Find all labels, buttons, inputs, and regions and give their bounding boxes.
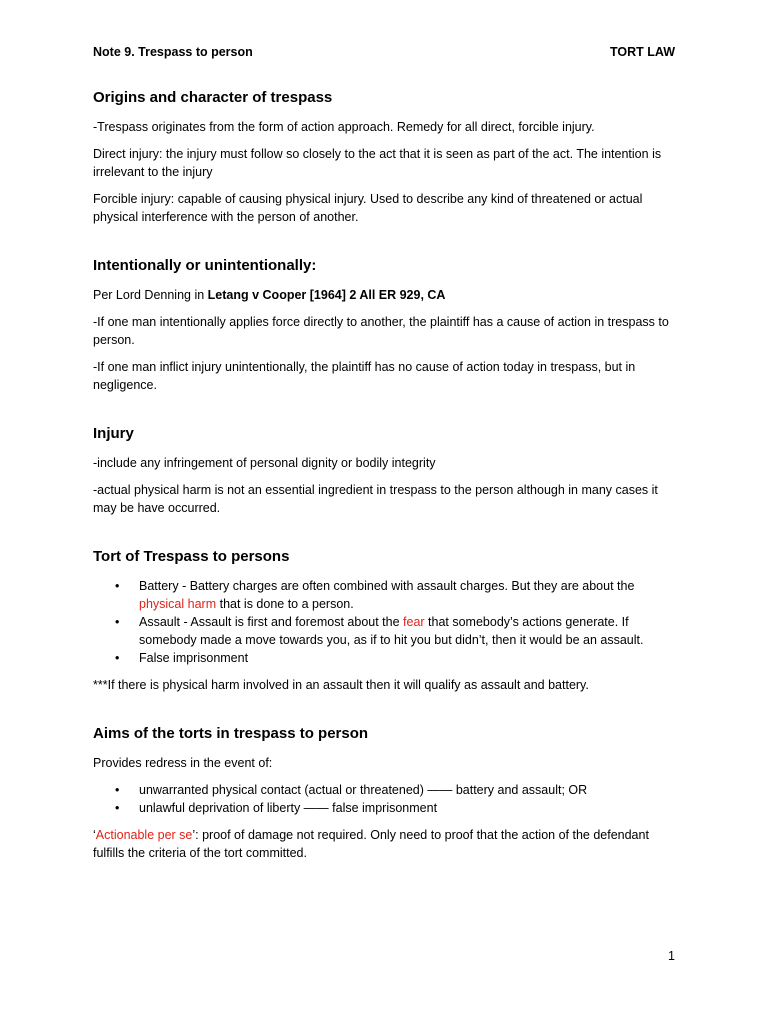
list-item-battery bbox=[139, 577, 678, 613]
text: ’: proof of damage not required. Only need to proof that the action of the defendant fulfills the criteria of the tort committed. bbox=[93, 828, 649, 860]
section-heading: Injury bbox=[93, 425, 134, 442]
section-tort-types bbox=[93, 547, 678, 694]
bullet-list bbox=[93, 577, 678, 667]
paragraph: -Trespass originates from the form of action approach. Remedy for all direct, forcible injury. bbox=[93, 120, 595, 134]
paragraph: Forcible injury: capable of causing physical injury. Used to describe any kind of threatened or actual physical interference with the person of another. bbox=[93, 192, 643, 224]
highlighted-text: Actionable per se bbox=[95, 828, 193, 842]
section-injury bbox=[93, 424, 678, 517]
text: ‘ bbox=[93, 828, 96, 842]
list-item: • unwarranted physical contact (actual or threatened) —— battery and assault; OR bbox=[139, 781, 678, 799]
section-heading: Aims of the torts in trespass to person bbox=[93, 725, 369, 742]
page-number: 1 bbox=[668, 949, 675, 963]
section-origins bbox=[93, 88, 678, 226]
paragraph-note: ***If there is physical harm involved in an assault then it will qualify as assault and battery. bbox=[93, 678, 589, 692]
paragraph: -include any infringement of personal dignity or bodily integrity bbox=[93, 456, 436, 470]
list-item-assault bbox=[139, 613, 678, 649]
text: Battery - Battery charges are often combined with assault charges. But they are about the bbox=[139, 579, 635, 593]
section-heading: Origins and character of trespass bbox=[93, 89, 333, 106]
section-heading: Intentionally or unintentionally: bbox=[93, 257, 317, 274]
paragraph: -If one man inflict injury unintentionally, the plaintiff has no cause of action today in trespass, but in negligence. bbox=[93, 360, 636, 392]
paragraph-actionable bbox=[93, 826, 678, 862]
text: Assault - Assault is first and foremost about the bbox=[139, 615, 404, 629]
page-header bbox=[93, 43, 675, 61]
paragraph: Provides redress in the event of: bbox=[93, 756, 273, 770]
section-aims bbox=[93, 724, 678, 862]
text: that somebody’s actions generate. If somebody made a move towards you, as if to hit you but didn’t, then it would be an assault. bbox=[139, 615, 644, 647]
paragraph: -If one man intentionally applies force directly to another, the plaintiff has a cause of action in trespass to person. bbox=[93, 315, 669, 347]
paragraph: -actual physical harm is not an essential ingredient in trespass to the person although in many cases it may be have occurred. bbox=[93, 483, 658, 515]
bullet-list bbox=[93, 781, 678, 817]
text: Per Lord Denning in bbox=[93, 288, 208, 302]
section-heading: Tort of Trespass to persons bbox=[93, 548, 290, 565]
highlighted-text: fear bbox=[403, 615, 425, 629]
section-intention bbox=[93, 256, 678, 394]
text: that is done to a person. bbox=[216, 597, 354, 611]
case-citation: Letang v Cooper [1964] 2 All ER 929, CA bbox=[207, 288, 446, 302]
header-subject: TORT LAW bbox=[609, 45, 675, 59]
paragraph: Direct injury: the injury must follow so closely to the act that it is seen as part of the act. The intention is irrelevant to the injury bbox=[93, 147, 662, 179]
highlighted-text: physical harm bbox=[139, 597, 217, 611]
list-item: • unlawful deprivation of liberty —— false imprisonment bbox=[139, 799, 678, 817]
document-body bbox=[93, 88, 678, 892]
paragraph-case-reference bbox=[93, 286, 678, 304]
header-note-title: Note 9. Trespass to person bbox=[93, 45, 253, 59]
list-item-false-imprisonment: • False imprisonment bbox=[139, 649, 678, 667]
